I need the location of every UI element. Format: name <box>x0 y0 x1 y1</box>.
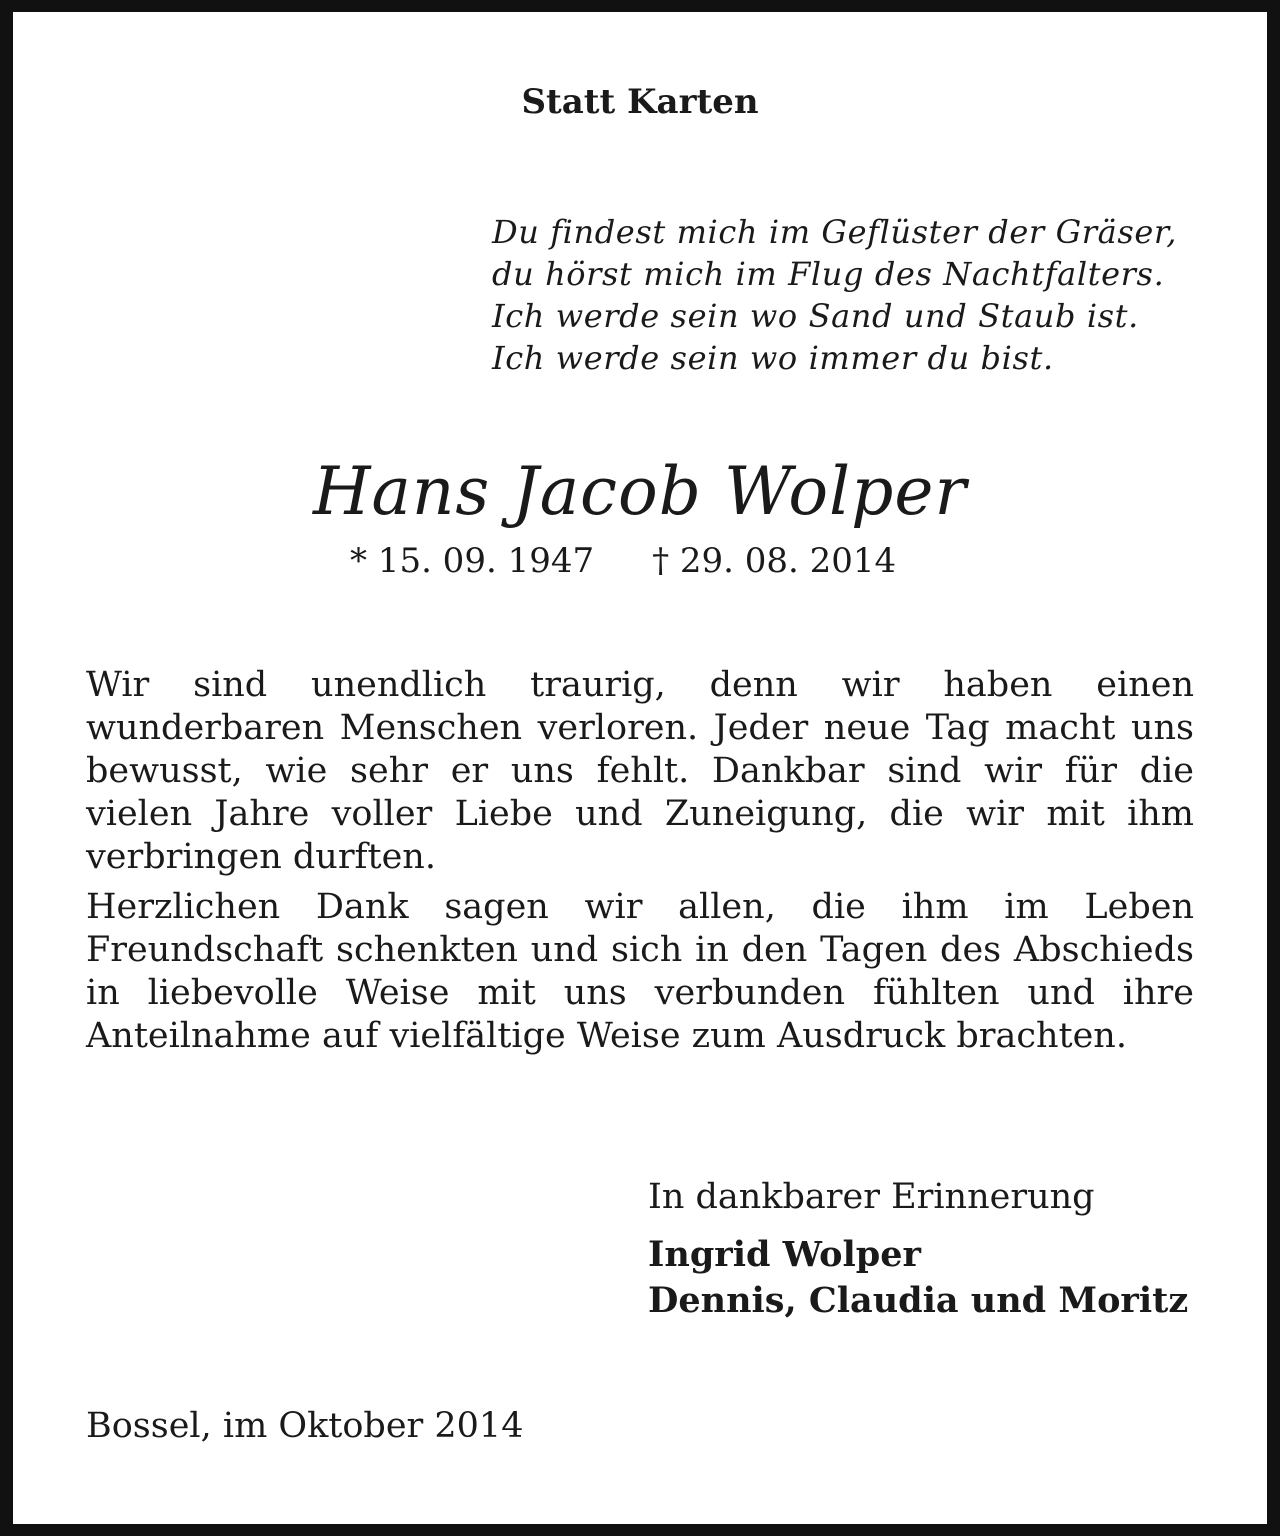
message-paragraph: Wir sind unendlich traurig, denn wir haben einen wunderbaren Menschen verloren. Jeder neue Tag macht uns bewusst, wie sehr er uns fehlt. Dankbar sind wir für die vielen Jahre voller Liebe und Zuneigung, die wir mit ihm verbringen durften. <box>86 665 1194 877</box>
poem-line: Du findest mich im Geflüster der Gräser, <box>492 213 1178 251</box>
poem <box>492 211 1232 379</box>
place-and-date: Bossel, im Oktober 2014 <box>86 1406 524 1446</box>
signatory-name: Ingrid Wolper <box>648 1234 921 1275</box>
signoff-intro: In dankbarer Erinnerung <box>648 1177 1095 1217</box>
poem-line: Ich werde sein wo immer du bist. <box>492 339 1054 377</box>
poem-line: Ich werde sein wo Sand und Staub ist. <box>492 297 1139 335</box>
signatory-name: Dennis, Claudia und Moritz <box>648 1280 1189 1321</box>
birth-date: * 15. 09. 1947 <box>350 541 595 581</box>
message-body <box>86 664 1194 1065</box>
life-dates <box>350 538 950 584</box>
poem-line: du hörst mich im Flug des Nachtfalters. <box>492 255 1165 293</box>
header-statt-karten: Statt Karten <box>521 82 759 122</box>
message-paragraph: Herzlichen Dank sagen wir allen, die ihm im Leben Freundschaft schenkten und sich in den Tagen des Abschieds in liebevolle Weise mit uns verbunden fühlten und ihre Anteilnahme auf vielfältige Weise zum Ausdruck brachten. <box>86 887 1194 1056</box>
signoff <box>648 1174 1208 1324</box>
deceased-name: Hans Jacob Wolper <box>312 453 968 530</box>
death-date: † 29. 08. 2014 <box>652 541 897 581</box>
